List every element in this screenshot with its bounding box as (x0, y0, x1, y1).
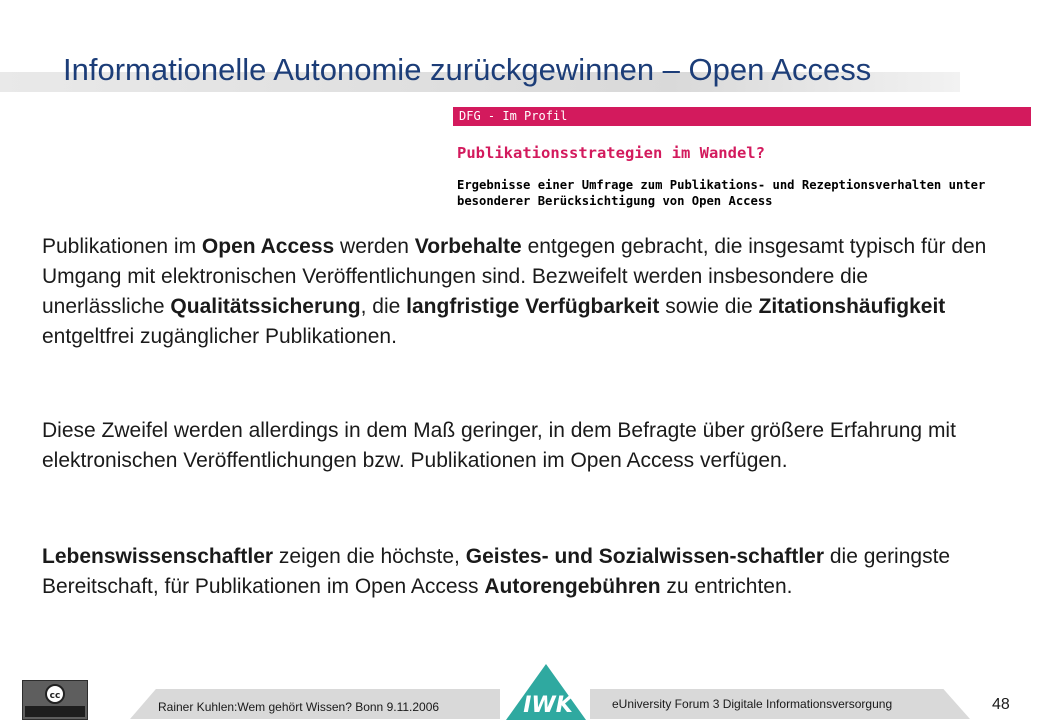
text-run: , die (360, 295, 407, 318)
text-run: entgeltfrei zugänglicher Publikationen. (42, 325, 397, 348)
paragraph-vorbehalte (42, 232, 992, 352)
bold-term: Qualitätssicherung (170, 295, 361, 318)
bold-term: Open Access (201, 235, 335, 258)
slide-title: Informationelle Autonomie zurückgewinnen – Open Access (63, 52, 872, 87)
text-run: Diese Zweifel werden allerdings in dem Maß geringer, in dem Befragte über größere Erfahrung mit elektronischen Veröffentlichungen bzw. Publikationen im Open Access verfügen. (42, 419, 956, 472)
svg-text:cc: cc (49, 691, 61, 701)
svg-text:IWK: IWK (523, 693, 573, 718)
bold-term: Autorengebühren (484, 575, 661, 598)
text-run: Publikationen im (42, 235, 202, 258)
dfg-subtitle-line-2: besonderer Berücksichtigung von Open Access (457, 194, 773, 208)
text-run: sowie die (659, 295, 759, 318)
page-number: 48 (992, 696, 1010, 713)
bold-term: Lebenswissenschaftler (42, 545, 274, 568)
text-run: zeigen die höchste, (273, 545, 466, 568)
dfg-subtitle-line-1: Ergebnisse einer Umfrage zum Publikations- und Rezeptionsverhalten unter (457, 178, 986, 192)
paragraph-autorengebuehren (42, 542, 992, 602)
dfg-subtitle (453, 177, 1031, 209)
bold-term: Geistes- und Sozialwissen-schaftler (465, 545, 825, 568)
dfg-heading: Publikationsstrategien im Wandel? (457, 144, 765, 162)
bold-term: Zitationshäufigkeit (758, 295, 946, 318)
footer-author-event: Rainer Kuhlen:Wem gehört Wissen? Bonn 9.11.2006 (158, 700, 440, 714)
text-run: zu entrichten. (660, 575, 793, 598)
text-run: werden (334, 235, 415, 258)
dfg-header-band: DFG - Im Profil (453, 107, 1031, 126)
text-run: die geringste Bereitschaft, für Publikationen im Open Access (42, 545, 951, 598)
paragraph-zweifel (42, 416, 992, 476)
bold-term: Vorbehalte (414, 235, 522, 258)
bold-term: langfristige Verfügbarkeit (406, 295, 660, 318)
text-run: entgegen gebracht, die insgesamt typisch für den Umgang mit elektronischen Veröffentlichungen sind. Bezweifelt werden insbesondere die unerlässliche (42, 235, 987, 318)
iwk-logo (502, 662, 590, 725)
dfg-excerpt (453, 107, 1031, 209)
creative-commons-badge[interactable] (22, 680, 88, 720)
footer-forum: eUniversity Forum 3 Digitale Informationsversorgung (612, 697, 893, 711)
